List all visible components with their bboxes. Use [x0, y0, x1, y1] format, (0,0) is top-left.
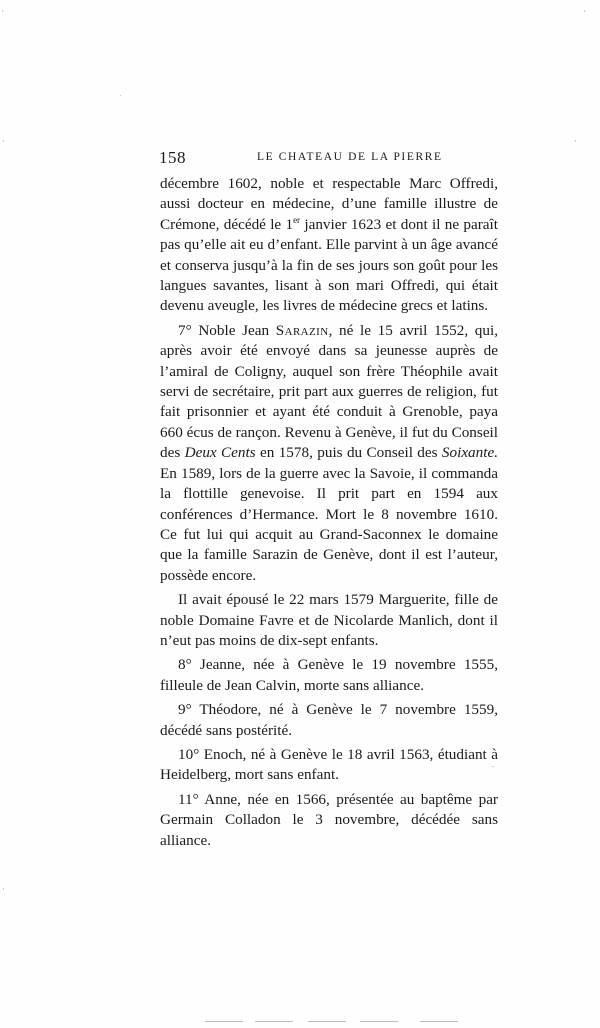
entry-jean-sarazin: [160, 321, 498, 586]
scan-mark: [575, 140, 576, 142]
paragraph-text: en 1578, puis du Conseil des: [255, 444, 442, 462]
paragraph-text: janvier 1623 et dont il ne paraît pas qu’elle ait eu d’enfant. Elle parvint à un âge avancé et conserva jusqu’à la fin de ses jours son goût pour les langues savantes, lisant à son mari Offredi, qui était devenu aveugle, les livres de médecine grecs et latins.: [160, 215, 498, 315]
scan-mark: [3, 140, 4, 142]
paragraph-text: En 1589, lors de la guerre avec la Savoie, il commanda la flottille genevoise. Il prit part en 1594 aux conférences d’Hermance. Mort le 8 novembre 1610. Ce fut lui qui acquit au Grand-Saconnex le domaine que la famille Sarazin de Genève, dont il est l’auteur, possède encore.: [160, 464, 498, 584]
page-header: [159, 148, 499, 170]
scan-mark: [3, 888, 4, 890]
body-text: [160, 174, 498, 851]
ordinal-superscript: er: [293, 214, 301, 225]
page-edge-line: [420, 1021, 458, 1022]
scan-mark: [120, 95, 121, 96]
page-number: 158: [159, 148, 186, 167]
scan-mark: [2, 10, 3, 12]
running-title: LE CHATEAU DE LA PIERRE: [257, 151, 443, 163]
page-edge-line: [205, 1021, 243, 1022]
scan-mark: [584, 10, 585, 12]
entry-enoch: 10° Enoch, né à Genève le 18 avril 1563, étudiant à Heidelberg, mort sans enfant.: [160, 745, 498, 784]
entry-theodore: 9° Théodore, né à Genève le 7 novembre 1559, décédé sans postérité.: [160, 701, 498, 739]
italic-term: Deux Cents: [184, 444, 256, 462]
paragraph-marriage: Il avait épousé le 22 mars 1579 Marguerite, fille de noble Domaine Favre et de Nicolarde Manlich, dont il n’eut pas moins de dix-sept enfants.: [160, 591, 498, 649]
paragraph-text: , né le 15 avril 1552, qui, après avoir été envoyé dans sa jeunesse auprès de l’amiral de Coligny, auquel son frère Théophile avait servi de secrétaire, prit part aux guerres de religion, fut fait prisonnier et ayant été conduit à Grenoble, paya 660 écus de rançon. Revenu à Genève, il fut du Conseil des: [160, 321, 498, 462]
paragraph-text: décembre 1602, noble et respectable Marc Offredi, aussi docteur en médecine, d’une famille illustre de Crémone, décédé le: [160, 175, 498, 233]
page-edge-line: [308, 1021, 346, 1022]
day-number: 1: [281, 215, 294, 233]
paragraph-continuation: [160, 174, 498, 317]
page-edge-line: [360, 1021, 398, 1022]
italic-term: Soixante.: [441, 444, 498, 462]
page-edge-line: [255, 1021, 293, 1022]
paragraph-text: 7° Noble Jean: [178, 321, 276, 339]
surname: Sarazin: [275, 321, 329, 339]
entry-anne: 11° Anne, née en 1566, présentée au baptême par Germain Colladon le 3 novembre, décédée sans alliance.: [160, 790, 498, 849]
entry-jeanne: 8° Jeanne, née à Genève le 19 novembre 1555, filleule de Jean Calvin, morte sans alliance.: [160, 656, 498, 694]
